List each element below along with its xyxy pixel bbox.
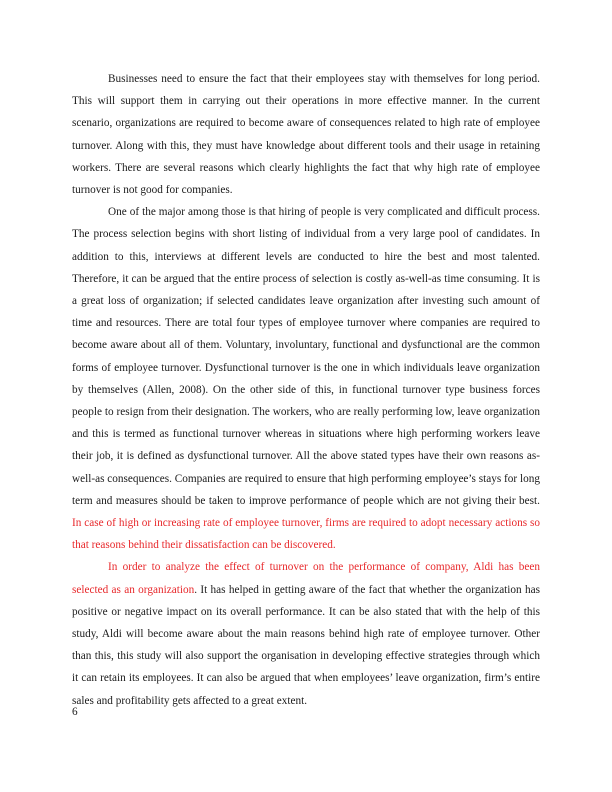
paragraph-1-text: Businesses need to ensure the fact that their employees stay with themselves for long period. This will support them in carrying out their operations in more effective manner. In the current scenario, organizations are required to become aware of consequences related to high rate of employee turnover. Along with this, they must have knowledge about different tools and their usage in retaining workers. There are several reasons which clearly highlights the fact that why high rate of employee turnover is not good for companies. — [72, 73, 540, 197]
paragraph-2-highlighted-text: In case of high or increasing rate of employee turnover, firms are required to adopt necessary actions so that reasons behind their dissatisfaction can be discovered. — [72, 517, 540, 552]
paragraph-3-text: . It has helped in getting aware of the fact that whether the organization has positive or negative impact on its overall performance. It can be also stated that with the help of this study, Aldi will become aware about the main reasons behind high rate of employee turnover. Other than this, this study will also support the organisation in developing effective strategies through which it can retain its employees. It can also be argued that when employees’ leave organization, firm’s entire sales and profitability gets affected to a great extent. — [72, 583, 540, 707]
paragraph-2-text: One of the major among those is that hiring of people is very complicated and difficult process. The process selection begins with short listing of individual from a very large pool of candidates. In addition to this, interviews at different levels are conducted to hire the best and most talented. Therefore, it can be argued that the entire process of selection is costly as-well-as time consuming. It is a great loss of organization; if selected candidates leave organization after investing such amount of time and resources. There are total four types of employee turnover where companies are required to become aware about all of them. Voluntary, involuntary, functional and dysfunctional are the common forms of employee turnover. Dysfunctional turnover is the one in which individuals leave organization by themselves (Allen, 2008). On the other side of this, in functional turnover type business forces people to resign from their designation. The workers, who are really performing low, leave organization and this is termed as functional turnover whereas in situations where high performing workers leave their job, it is defined as dysfunctional turnover. All the above stated types have their own reasons as-well-as consequences. Companies are required to ensure that high performing employee’s stays for long term and measures should be taken to improve performance of people which are not giving their best. — [72, 206, 540, 507]
page-number: 6 — [72, 706, 78, 718]
document-body — [72, 68, 540, 712]
paragraph-3-highlighted-text: In order to analyze the effect of turnover on the performance of company, Aldi has been selected as an organization — [72, 561, 540, 596]
paragraph-2 — [72, 201, 540, 556]
paragraph-3 — [72, 556, 540, 711]
paragraph-1 — [72, 68, 540, 201]
